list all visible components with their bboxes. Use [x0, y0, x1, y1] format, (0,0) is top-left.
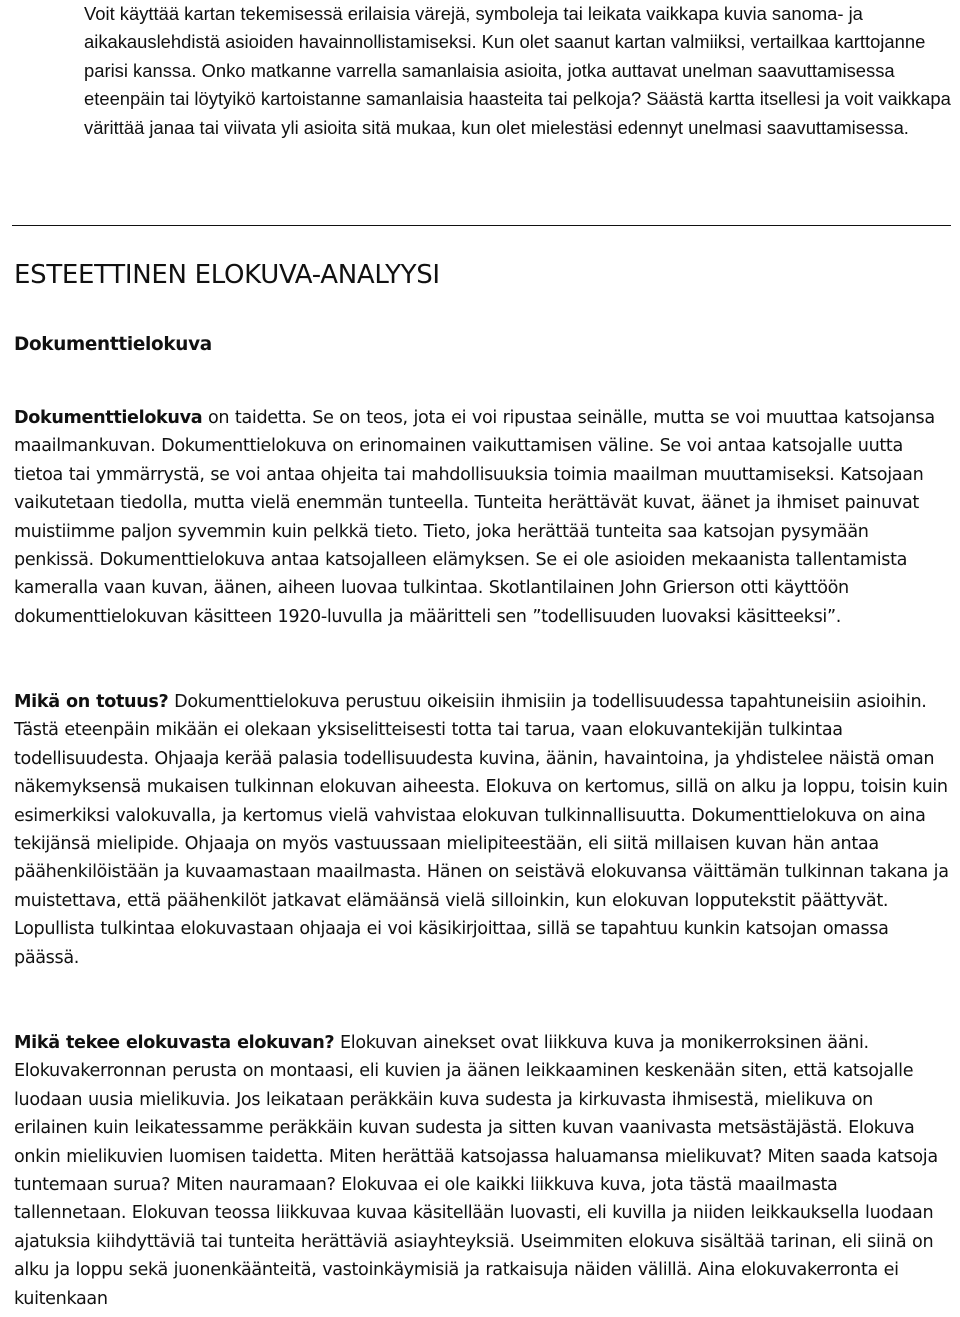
paragraph-what-is-truth [14, 688, 949, 972]
paragraph-text: on taidetta. Se on teos, jota ei voi ripustaa seinälle, mutta se voi muuttaa katsojansa maailmankuvan. Dokumenttielokuva on erinomainen vaikuttamisen väline. Se voi antaa katsojalle uutta tietoa tai ymmärrystä, se voi antaa ohjeita tai mahdollisuuksia toimia maailman muuttamiseksi. Katsojaan vaikutetaan tiedolla, mutta vielä enemmän tunteella. Tunteita herättävät kuvat, äänet ja ihmiset painuvat muistiimme paljon syvemmin kuin pelkkä tieto. Tieto, joka herättää tunteita saa katsojan pysymään penkissä. Dokumenttielokuva antaa katsojalleen elämyksen. Se ei ole asioiden mekaanista tallentamista kameralla vaan kuvan, äänen, aiheen luovaa tulkintaa. Skotlantilainen John Grierson otti käyttöön dokumenttielokuvan käsitteen 1920-luvulla ja määritteli sen ”todellisuuden luovaksi käsitteeksi”. [14, 408, 935, 627]
intro-paragraph: Voit käyttää kartan tekemisessä erilaisia värejä, symboleja tai leikata vaikkapa kuvia sanoma- ja aikakauslehdistä asioiden havainnollistamiseksi. Kun olet saanut kartan valmiiksi, vertailkaa karttojanne parisi kanssa. Onko matkanne varrella samanlaisia asioita, jotka auttavat unelman saavuttamisessa eteenpäin tai löytyikö kartoistanne samanlaisia haasteita tai pelkoja? Säästä kartta itsellesi ja voit vaikkapa värittää janaa tai viivata yli asioita sitä mukaa, kun olet mielestäsi edennyt unelmasi saavuttamisessa. [84, 3, 951, 138]
paragraph-lead: Mikä tekee elokuvasta elokuvan? [14, 1033, 335, 1053]
section-subheading: Dokumenttielokuva [14, 334, 212, 355]
paragraph-what-makes-film [14, 1029, 949, 1313]
section-divider [12, 225, 951, 226]
paragraph-text: Dokumenttielokuva perustuu oikeisiin ihmisiin ja todellisuudessa tapahtuneisiin asioihin. Tästä eteenpäin mikään ei olekaan yksiselitteisesti totta tai tarua, vaan elokuvantekijän tulkintaa todellisuudesta. Ohjaaja kerää palasia todellisuudesta kuvina, äänin, havaintoina, ja yhdistelee näistä oman näkemyksensä mukaisen tulkinnan elokuvan aiheesta. Elokuva on kertomus, sillä on alku ja loppu, toisin kuin esimerkiksi valokuvalla, ja kertomus vielä vahvistaa elokuvan tulkinnallisuutta. Dokumenttielokuva on aina tekijänsä mielipide. Ohjaaja on myös vastuussaan mielipiteestään, eli siitä millaisen kuvan hän antaa päähenkilöistään ja kuvaamastaan maailmasta. Hänen on seistävä elokuvansa väittämän tulkinnan takana ja muistettava, että päähenkilöt jatkavat elämäänsä vielä silloinkin, kun elokuvan lopputekstit päättyvät. Lopullista tulkintaa elokuvastaan ohjaaja ei voi käsikirjoittaa, sillä se tapahtuu kunkin katsojan omassa päässä. [14, 692, 949, 968]
paragraph-lead: Dokumenttielokuva [14, 408, 203, 428]
section-title: ESTEETTINEN ELOKUVA-ANALYYSI [14, 260, 440, 290]
paragraph-text: Elokuvan ainekset ovat liikkuva kuva ja monikerroksinen ääni. Elokuvakerronnan perusta on montaasi, eli kuvien ja äänen leikkaaminen keskenään siten, että katsojalle luodaan uusia mielikuvia. Jos leikataan peräkkäin kuva sudesta ja kirkuvasta ihmisestä, mielikuva on erilainen kuin leikatessamme peräkkäin kuvan sudesta ja sitten kuvan vaanivasta metsästäjästä. Elokuva onkin mielikuvien luomisen taidetta. Miten herättää katsojassa haluamansa mielikuvat? Miten saada katsoja tuntemaan surua? Miten nauramaan? Elokuvaa ei ole kaikki liikkuva kuva, jota tästä maailmasta tallennetaan. Elokuvan teossa liikkuvaa kuvaa käsitellään luovasti, eli kuvilla ja niiden leikkauksella luodaan ajatuksia kiihdyttäviä tai tunteita herättäviä asiayhteyksiä. Useimmiten elokuva sisältää tarinan, eli siinä on alku ja loppu sekä juonenkäänteitä, vastoinkäymisiä ja ratkaisuja näiden välillä. Aina elokuvakerronta ei kuitenkaan [14, 1033, 938, 1309]
paragraph-documentary-intro [14, 404, 949, 631]
paragraph-lead: Mikä on totuus? [14, 692, 169, 712]
